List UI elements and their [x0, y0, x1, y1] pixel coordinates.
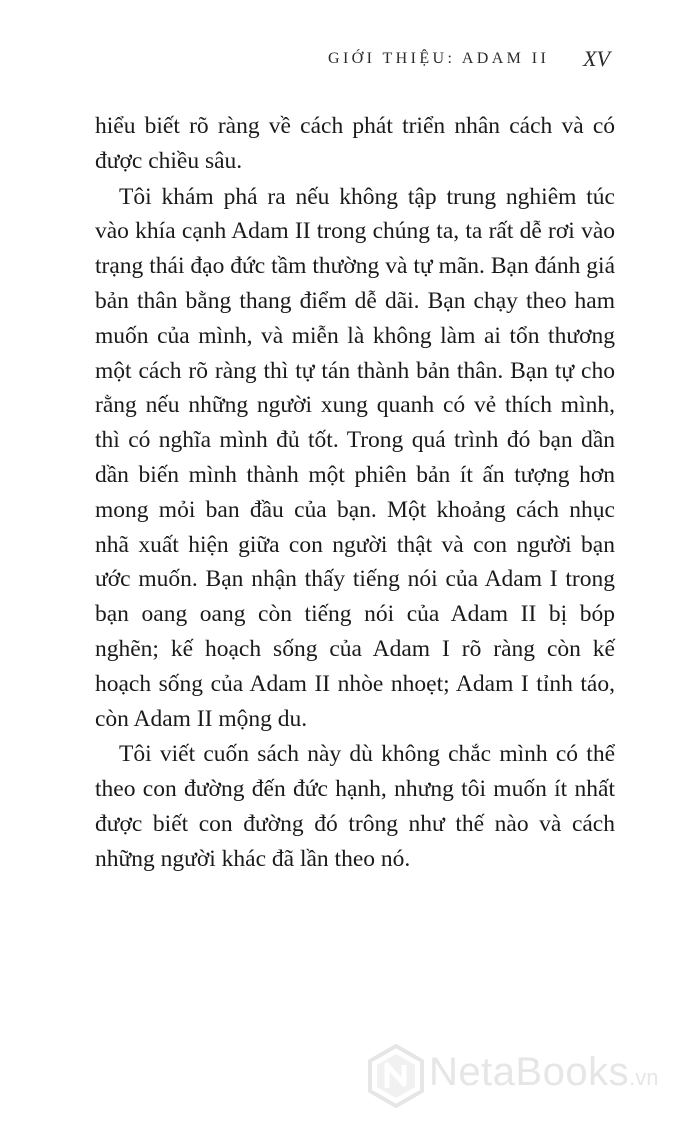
paragraph-continuation: hiểu biết rõ ràng về cách phát triển nhân cách và có được chiều sâu. [95, 113, 615, 174]
running-title: GIỚI THIỆU: ADAM II [328, 50, 550, 67]
watermark-domain: .vn [629, 1065, 659, 1090]
paragraph-adam-ii-complacency: Tôi khám phá ra nếu không tập trung nghiêm túc vào khía cạnh Adam II trong chúng ta, ta rất dễ rơi vào trạng thái đạo đức tầm thường và tự mãn. Bạn đánh giá bản thân bằng thang điểm dễ dãi. Bạn chạy theo ham muốn của mình, và miễn là không làm ai tổn thương một cách rõ ràng thì tự tán thành bản thân. Bạn tự cho rằng nếu những người xung quanh có vẻ thích mình, thì có nghĩa mình đủ tốt. Trong quá trình đó bạn dần dần biến mình thành một phiên bản ít ấn tượng hơn mong mỏi ban đầu của bạn. Một khoảng cách nhục nhã xuất hiện giữa con người thật và con người bạn ước muốn. Bạn nhận thấy tiếng nói của Adam I trong bạn oang oang còn tiếng nói của Adam II bị bóp nghẽn; kế hoạch sống của Adam I rõ ràng còn kế hoạch sống của Adam II nhòe nhoẹt; Adam I tỉnh táo, còn Adam II mộng du. [95, 183, 615, 732]
netabooks-logo-icon [367, 1044, 425, 1108]
page-number: XV [583, 46, 610, 71]
running-header [95, 46, 610, 76]
watermark-brand: NetaBooks [429, 1050, 630, 1094]
paragraph-book-purpose: Tôi viết cuốn sách này dù không chắc mình có thể theo con đường đến đức hạnh, nhưng tôi muốn ít nhất được biết con đường đó trông như thế nào và cách những người khác đã lần theo nó. [95, 741, 615, 872]
page-body [95, 109, 615, 878]
netabooks-watermark [367, 1042, 687, 1112]
watermark-text [429, 1050, 659, 1095]
